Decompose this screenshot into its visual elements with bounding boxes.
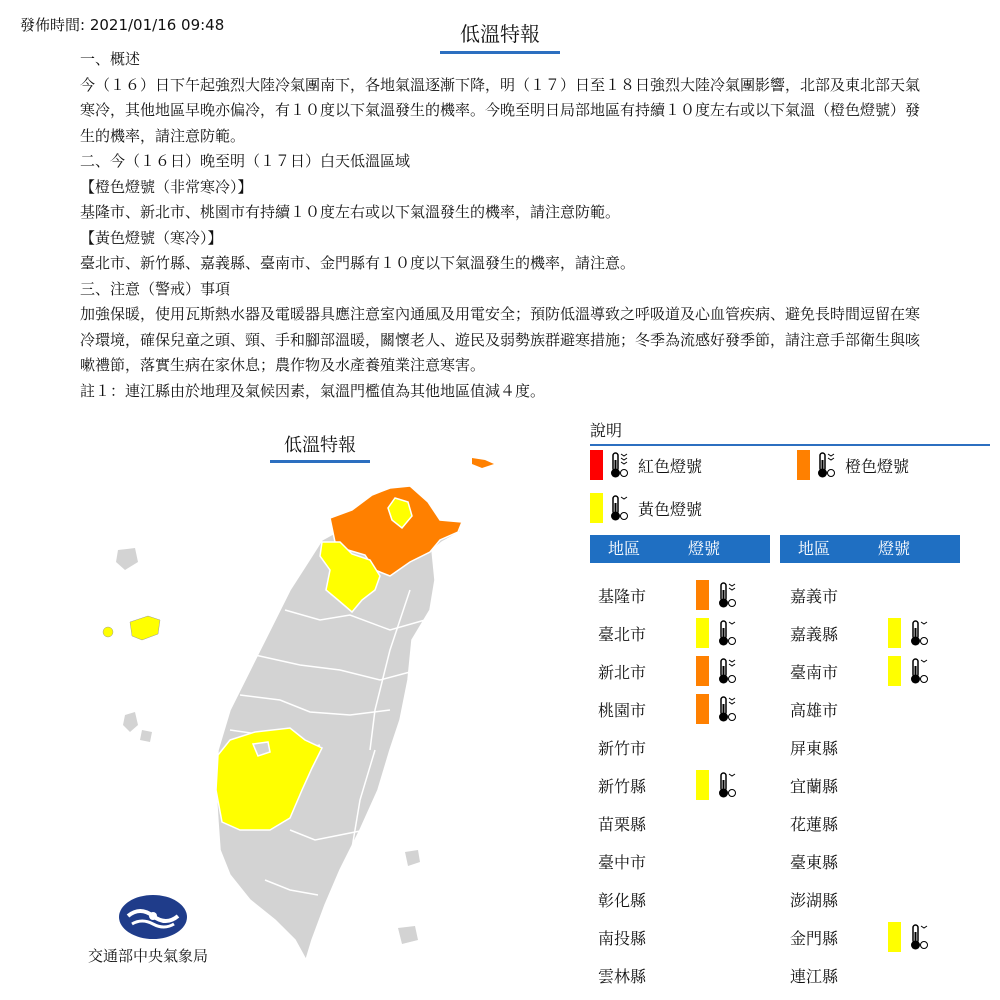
header-signal: 燈號 (688, 539, 721, 558)
region-name: 苗栗縣 (598, 815, 647, 834)
section-region-heading: 二、今（１６日）晚至明（１７日）白天低溫區域 (80, 152, 411, 170)
region-name: 高雄市 (790, 701, 839, 720)
orange-swatch (696, 694, 709, 724)
agency-name: 交通部中央氣象局 (88, 947, 209, 965)
thermometer-icon (608, 493, 630, 523)
table-header-right (780, 535, 960, 563)
thermometer-icon (908, 655, 930, 687)
yellow-swatch (888, 618, 901, 648)
matsu-islands (472, 458, 494, 468)
section-notice-heading: 三、注意（警戒）事項 (80, 279, 231, 298)
legend-orange-label: 橙色燈號 (845, 456, 910, 476)
yellow-swatch (888, 922, 901, 952)
table-row (790, 767, 960, 805)
thermometer-icon (716, 617, 738, 649)
region-name: 新竹市 (598, 739, 647, 758)
thermometer-icon (908, 921, 930, 953)
region-name: 新北市 (598, 663, 647, 682)
yellow-signal-text: 臺北市、新竹縣、嘉義縣、臺南市、金門縣有１０度以下氣溫發生的機率，請注意。 (80, 254, 636, 272)
region-name: 桃園市 (598, 701, 647, 720)
green-island (405, 850, 420, 866)
table-row (790, 615, 960, 653)
table-row (598, 767, 768, 805)
orange-swatch (696, 656, 709, 686)
legend-red (590, 450, 702, 480)
region-name: 澎湖縣 (790, 891, 839, 910)
notice-paragraph: 加強保暖，使用瓦斯熱水器及電暖器具應注意室內通風及用電安全；預防低溫導致之呼吸道及心血管疾病、避免長時間逗留在寒冷環境，確保兒童之頭、頸、手和腳部溫暖，關懷老人、遊民及弱勢族群避寒措施；冬季為流感好發季節，請注意手部衛生與咳嗽禮節，落實生病在家休息；農作物及水產養殖業注意寒害。 (80, 305, 921, 374)
overview-paragraph: 今（１６）日下午起強烈大陸冷氣團南下，各地氣溫逐漸下降，明（１７）日至１８日強烈大陸冷氣團影響，北部及東北部天氣寒冷，其他地區早晚亦偏冷，有１０度以下氣溫發生的機率。今晚至明日局部地區有持續１０度左右或以下氣溫（橙色燈號）發生的機率，請注意防範。 (80, 75, 921, 145)
thermometer-icon (608, 450, 630, 480)
cwb-logo (118, 894, 188, 940)
region-name: 花蓮縣 (790, 815, 839, 834)
region-name: 宜蘭縣 (790, 777, 839, 796)
region-name: 嘉義市 (790, 587, 839, 606)
thermometer-icon (716, 769, 738, 801)
region-name: 臺南市 (790, 663, 839, 682)
region-name: 金門縣 (790, 929, 839, 948)
legend-red-label: 紅色燈號 (638, 456, 703, 476)
map-title: 低溫特報 (270, 431, 370, 463)
orange-swatch (797, 450, 810, 480)
table-row (598, 615, 768, 653)
region-name: 連江縣 (790, 967, 839, 986)
orange-swatch (696, 580, 709, 610)
table-row (790, 957, 960, 995)
legend-yellow (590, 493, 702, 523)
table-row (598, 919, 768, 957)
table-row (598, 881, 768, 919)
header-region: 地區 (798, 539, 831, 558)
orange-signal-heading: 【橙色燈號（非常寒冷）】 (80, 177, 253, 196)
region-name: 臺北市 (598, 625, 647, 644)
region-name: 屏東縣 (790, 739, 839, 758)
table-row (598, 729, 768, 767)
region-name: 嘉義縣 (790, 625, 839, 644)
region-name: 彰化縣 (598, 891, 647, 910)
publish-time: 發佈時間: 2021/01/16 09:48 (20, 16, 225, 34)
orchid-island (398, 926, 418, 944)
region-name: 雲林縣 (598, 967, 647, 986)
table-row (790, 881, 960, 919)
region-list-left (598, 577, 768, 995)
table-row (790, 919, 960, 957)
table-row (790, 729, 960, 767)
table-row (598, 577, 768, 615)
header-region: 地區 (608, 539, 641, 558)
table-row (598, 805, 768, 843)
region-list-right (790, 577, 960, 995)
table-row (598, 653, 768, 691)
orange-signal-text: 基隆市、新北市、桃園市有持續１０度左右或以下氣溫發生的機率，請注意防範。 (80, 203, 621, 221)
advisory-text (80, 47, 920, 404)
page-title: 低溫特報 (440, 18, 560, 54)
legend-title: 說明 (590, 418, 990, 446)
region-name: 臺東縣 (790, 853, 839, 872)
table-row (598, 843, 768, 881)
thermometer-icon (716, 693, 738, 725)
table-row (790, 805, 960, 843)
table-row (790, 843, 960, 881)
kinmen-islands (130, 616, 160, 640)
table-row (598, 957, 768, 995)
yellow-swatch (888, 656, 901, 686)
region-name: 新竹縣 (598, 777, 647, 796)
thermometer-icon (716, 655, 738, 687)
thermometer-icon (716, 579, 738, 611)
header-signal: 燈號 (878, 539, 911, 558)
thermometer-icon (908, 617, 930, 649)
table-row (790, 653, 960, 691)
yellow-swatch (590, 493, 603, 523)
table-header-left (590, 535, 770, 563)
legend-yellow-label: 黃色燈號 (638, 499, 703, 519)
section-overview-heading: 一、概述 (80, 50, 141, 68)
red-swatch (590, 450, 603, 480)
region-name: 基隆市 (598, 587, 647, 606)
penghu-islands (123, 712, 138, 732)
footnote: 註１：連江縣由於地理及氣候因素，氣溫門檻值為其他地區值減４度。 (80, 381, 546, 400)
yellow-swatch (696, 618, 709, 648)
yellow-swatch (696, 770, 709, 800)
table-row (790, 691, 960, 729)
thermometer-icon (815, 450, 837, 480)
region-name: 臺中市 (598, 853, 647, 872)
yellow-signal-heading: 【黃色燈號（寒冷）】 (80, 228, 223, 247)
table-row (598, 691, 768, 729)
penghu-islands-2 (140, 730, 152, 742)
legend-orange (797, 450, 909, 480)
region-name: 南投縣 (598, 929, 647, 948)
wuqiu-islands (116, 548, 138, 570)
table-row (790, 577, 960, 615)
kinmen-small-island (103, 627, 113, 637)
